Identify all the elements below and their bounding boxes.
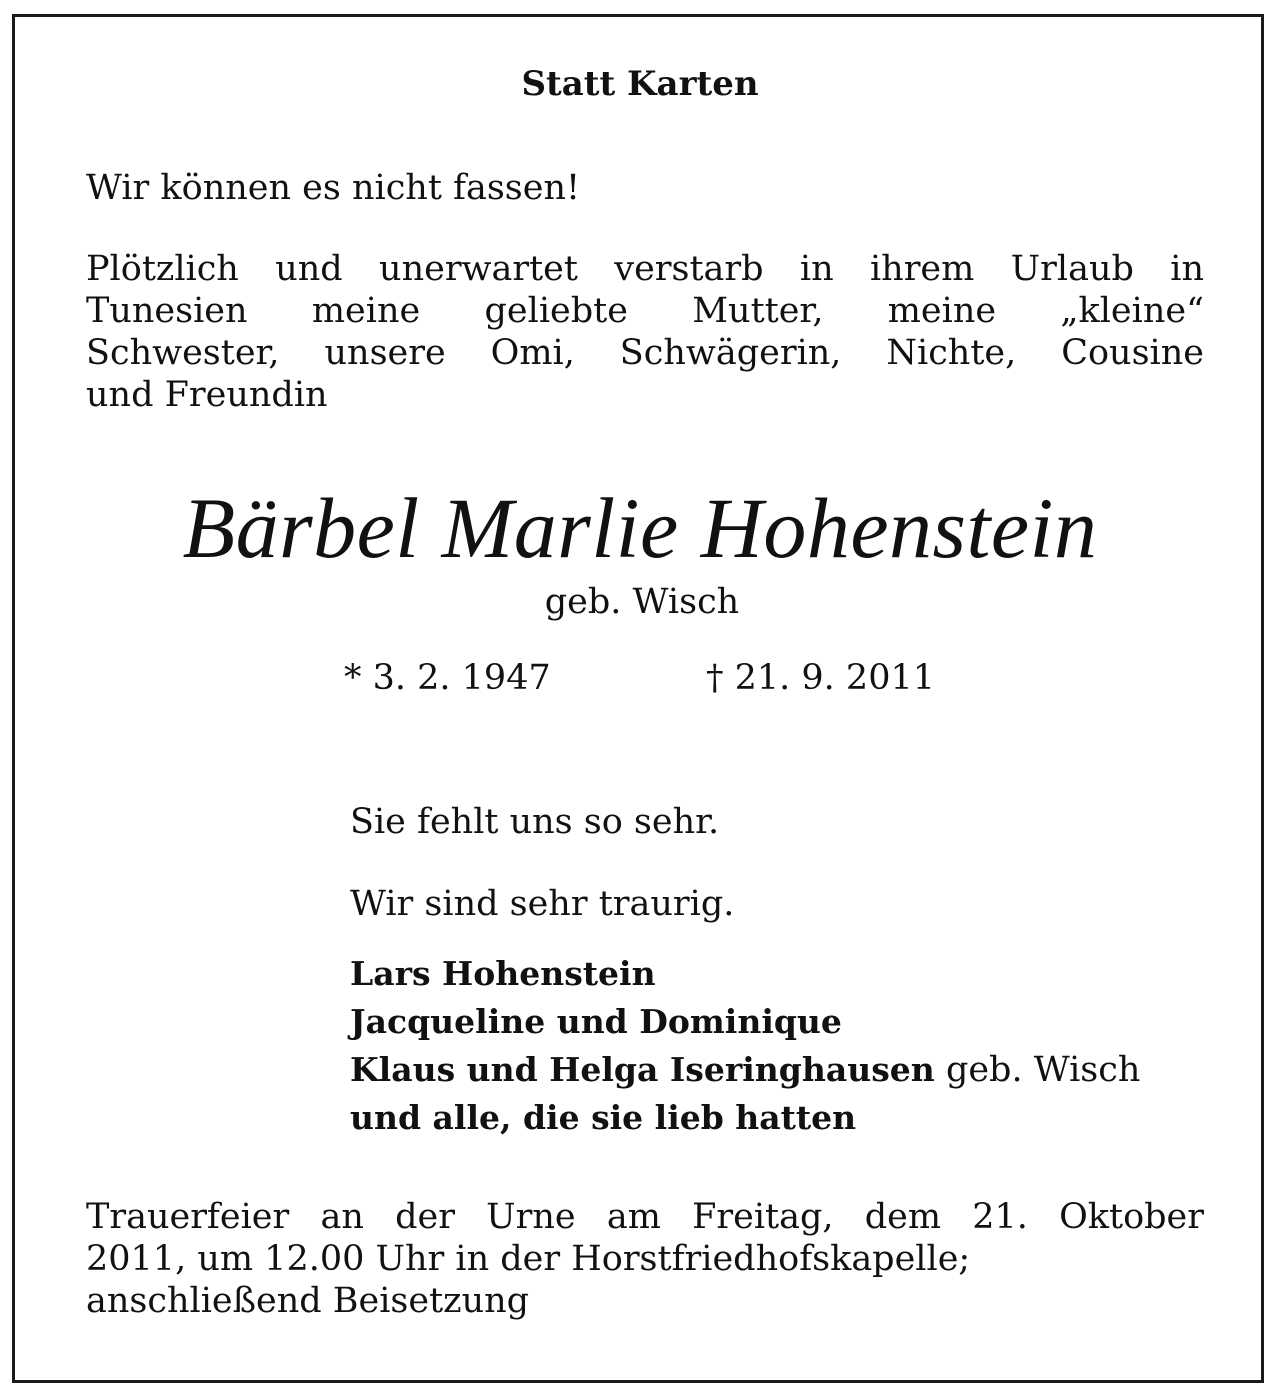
sentiment-line: Sie fehlt uns so sehr. [350, 802, 720, 842]
announcement-line: Tunesien meine geliebte Mutter, meine „kleine“ [86, 291, 1204, 331]
announcement-line: Plötzlich und unerwartet verstarb in ihrem Urlaub in [86, 249, 1204, 289]
announcement-line: Schwester, unsere Omi, Schwägerin, Nichte, Cousine [86, 333, 1204, 373]
maiden-name: geb. Wisch [544, 582, 740, 622]
service-line: 2011, um 12.00 Uhr in der Horstfriedhofskapelle; [86, 1239, 971, 1279]
birth-date: * 3. 2. 1947 [344, 658, 551, 698]
mourner-line: Lars Hohenstein [350, 954, 656, 993]
death-date: † 21. 9. 2011 [706, 658, 936, 698]
notice-heading: Statt Karten [521, 64, 759, 104]
announcement-paragraph [86, 248, 1204, 416]
intro-text: Wir können es nicht fassen! [86, 168, 581, 208]
mourner-maiden-note: geb. Wisch [934, 1050, 1141, 1090]
announcement-line: und Freundin [86, 375, 328, 415]
deceased-name: Bärbel Marlie Hohenstein [182, 480, 1098, 576]
mourner-line: Jacqueline und Dominique [350, 1002, 842, 1041]
service-line: Trauerfeier an der Urne am Freitag, dem 21. Oktober [86, 1197, 1204, 1237]
mourner-line [350, 1046, 1140, 1094]
service-line: anschließend Beisetzung [86, 1281, 530, 1321]
mourner-names: Klaus und Helga Iseringhausen [350, 1050, 935, 1089]
sentiment-line: Wir sind sehr traurig. [350, 884, 735, 924]
service-paragraph [86, 1196, 1204, 1322]
mourner-line: und alle, die sie lieb hatten [350, 1098, 857, 1137]
notice-border [12, 14, 1264, 1383]
